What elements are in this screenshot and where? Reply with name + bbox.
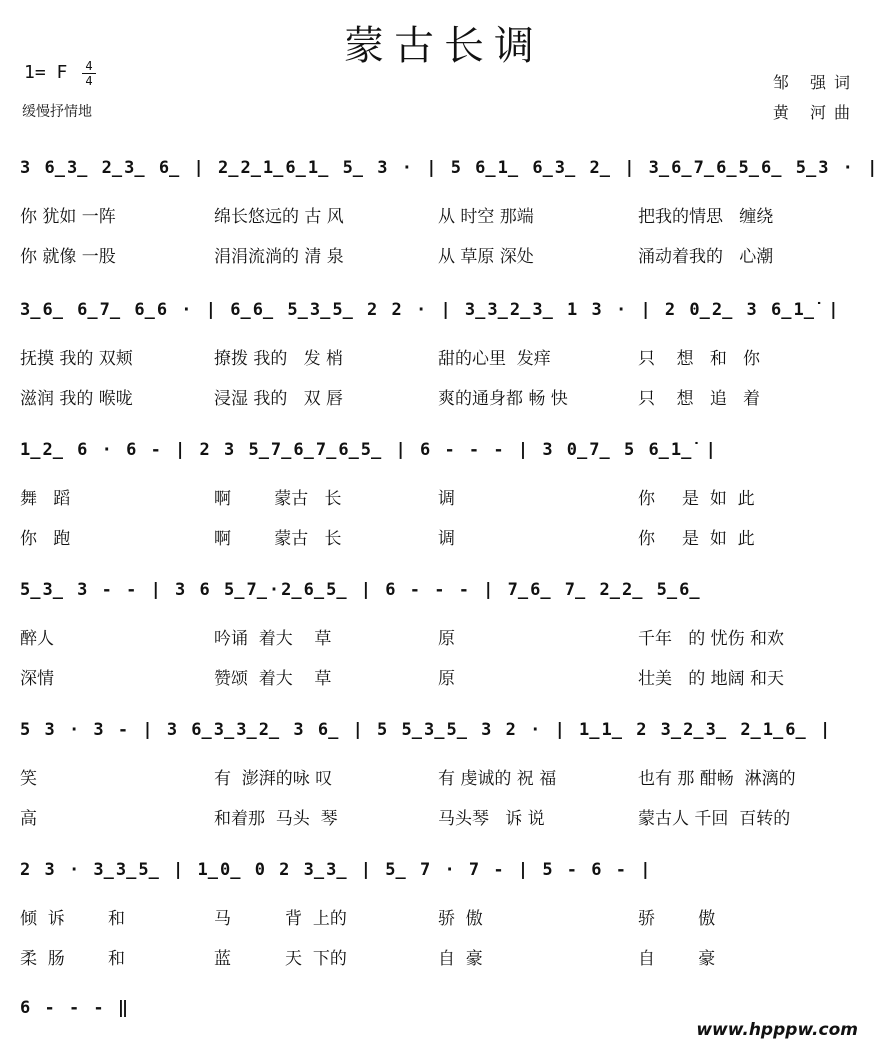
lyric-line-1: 把我的情思 缠绕	[638, 207, 774, 227]
lyric-line-1: 马 背 上的	[214, 909, 347, 929]
lyric-line-2: 和着那 马头 琴	[214, 809, 338, 829]
lyric-line-1: 你 犹如 一阵	[20, 207, 116, 227]
lyric-line-2: 从 草原 深处	[438, 247, 534, 267]
site-footer: www.hpppw.com	[696, 1020, 858, 1040]
lyric-line-2: 深情	[20, 669, 54, 689]
notation-text: 3̲6̲ 6̲7̲ 6̲6 · | 6̲6̲ 5̲3̲5̲ 2 2 · | 3̲3̲2̲3̲ 1 3 · | 2 0̲2̲ 3 6̲1̲̇ |	[20, 300, 841, 320]
notation-row	[0, 712, 888, 752]
notation-text: 5̲3̲ 3 - - | 3 6 5̲7̲·2̲6̲5̲ | 6 - - - | 7̲6̲ 7̲ 2̲2̲ 5̲6̲	[20, 580, 702, 600]
lyric-line-1: 从 时空 那端	[438, 207, 534, 227]
lyric-line-2: 滋润 我的 喉咙	[20, 389, 133, 409]
lyric-line-2: 调	[438, 529, 455, 549]
lyric-line-2: 浸湿 我的 双 唇	[214, 389, 344, 409]
lyric-line-2: 自 豪	[638, 949, 716, 969]
notation-row	[0, 292, 888, 332]
lyric-line-1: 绵长悠远的 古 风	[214, 207, 344, 227]
lyric-line-2: 涓涓流淌的 清 泉	[214, 247, 344, 267]
lyric-line-2: 赞颂 着大 草	[214, 669, 332, 689]
lyric-line-2: 你 就像 一股	[20, 247, 116, 267]
notation-text: 1̲2̲ 6 · 6 - | 2 3 5̲7̲6̲7̲6̲5̲ | 6 - - - | 3 0̲7̲ 5 6̲1̲̇ |	[20, 440, 718, 460]
composer-credit: 黄 河曲	[772, 103, 858, 122]
lyric-line-2: 高	[20, 809, 37, 829]
lyric-line-1: 也有 那 酣畅 淋漓的	[638, 769, 796, 789]
lyric-line-2: 马头琴 诉 说	[438, 809, 545, 829]
notation-text: 3 6̲3̲ 2̲3̲ 6̲ | 2̲2̲1̲6̲1̲ 5̲ 3 · | 5 6̲1̲ 6̲3̲ 2̲ | 3̲6̲7̲6̲5̲6̲ 5̲3 · |	[20, 158, 880, 178]
lyric-line-1: 甜的心里 发痒	[438, 349, 551, 369]
notation-row	[0, 852, 888, 892]
lyric-line-2: 你 跑	[20, 529, 71, 549]
lyric-line-1: 舞 蹈	[20, 489, 71, 509]
lyric-line-2: 蒙古人 千回 百转的	[638, 809, 791, 829]
song-title: 蒙古长调	[344, 23, 544, 69]
notation-text: 5 3 · 3 - | 3 6̲3̲3̲2̲ 3 6̲ | 5 5̲3̲5̲ 3 2 · | 1̲1̲ 2 3̲2̲3̲ 2̲1̲6̲ |	[20, 720, 833, 740]
lyric-line-1: 倾 诉 和	[20, 909, 126, 929]
lyric-line-2: 只 想 追 着	[638, 389, 761, 409]
lyric-line-1: 撩拨 我的 发 梢	[214, 349, 344, 369]
lyric-line-1: 调	[438, 489, 455, 509]
lyric-line-1: 醉人	[20, 629, 54, 649]
lyric-line-1: 有 虔诚的 祝 福	[438, 769, 557, 789]
lyric-line-2: 原	[438, 669, 455, 689]
lyric-line-1: 原	[438, 629, 455, 649]
time-top: 4	[85, 59, 93, 73]
time-bottom: 4	[85, 74, 93, 88]
lyric-line-2: 壮美 的 地阔 和天	[638, 669, 785, 689]
lyric-line-1: 笑	[20, 769, 37, 789]
lyric-line-2: 啊 蒙古 长	[214, 529, 342, 549]
lyric-line-1: 千年 的 忧伤 和欢	[638, 629, 785, 649]
lyric-line-2: 你 是 如 此	[638, 529, 755, 549]
lyricist-credit: 邹 强词	[772, 73, 858, 92]
lyric-line-1: 骄 傲	[638, 909, 716, 929]
lyric-line-2: 蓝 天 下的	[214, 949, 347, 969]
notation-text: 2 3 · 3̲3̲5̲ | 1̲0̲ 0 2 3̲3̲ | 5̲ 7 · 7 - | 5 - 6 - |	[20, 860, 653, 880]
notation-text: 6 - - - ‖	[20, 998, 131, 1018]
lyric-line-1: 只 想 和 你	[638, 349, 761, 369]
lyric-line-1: 啊 蒙古 长	[214, 489, 342, 509]
lyric-line-2: 自 豪	[438, 949, 483, 969]
key-signature: 1= F	[24, 62, 68, 83]
lyric-line-2: 涌动着我的 心潮	[638, 247, 774, 267]
lyric-line-1: 吟诵 着大 草	[214, 629, 332, 649]
lyric-line-2: 柔 肠 和	[20, 949, 126, 969]
notation-row	[0, 150, 888, 190]
tempo-marking: 缓慢抒情地	[22, 104, 92, 120]
lyric-line-1: 骄 傲	[438, 909, 483, 929]
lyric-line-1: 有 澎湃的咏 叹	[214, 769, 333, 789]
lyric-line-1: 抚摸 我的 双颊	[20, 349, 133, 369]
lyric-line-2: 爽的通身都 畅 快	[438, 389, 568, 409]
time-signature	[82, 60, 96, 87]
notation-row	[0, 432, 888, 472]
notation-row	[0, 572, 888, 612]
lyric-line-1: 你 是 如 此	[638, 489, 755, 509]
